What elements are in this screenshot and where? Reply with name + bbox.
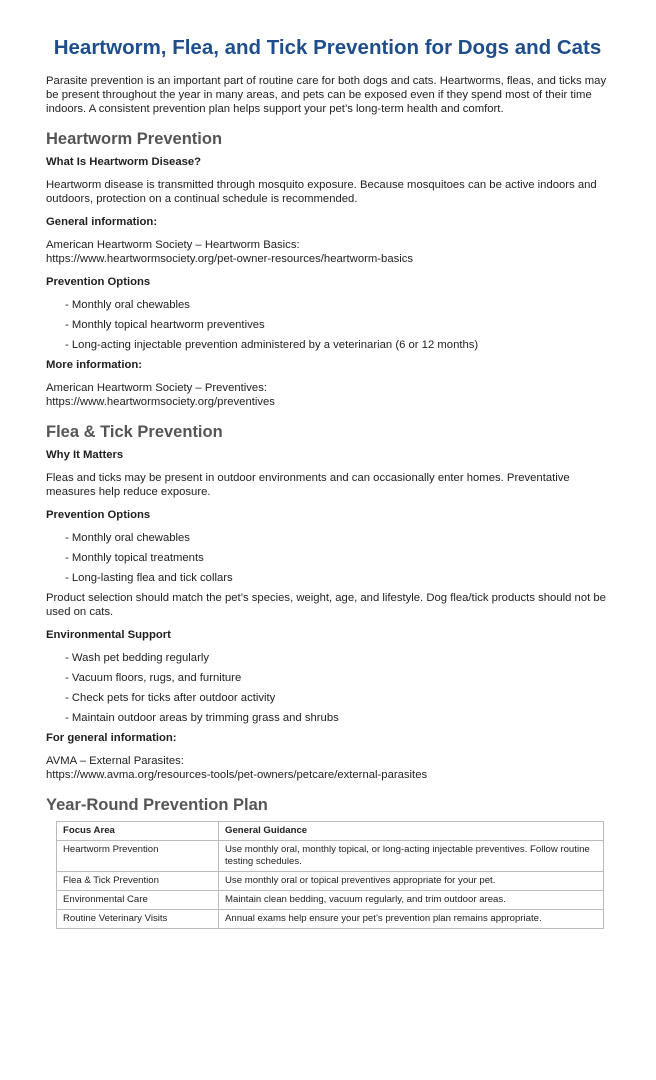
- heartworm-more-info-subheading: More information:: [46, 359, 143, 371]
- product-selection-note: Product selection should match the pet’s species, weight, age, and lifestyle. Dog flea/tick products should not be used on cats.: [46, 592, 606, 618]
- heartworm-section: [46, 129, 609, 409]
- table-cell-guidance: Maintain clean bedding, vacuum regularly, and trim outdoor areas.: [219, 891, 604, 910]
- heartworm-heading: Heartworm Prevention: [46, 130, 223, 148]
- table-row: [57, 872, 604, 891]
- list-item: - Check pets for ticks after outdoor activity: [65, 692, 276, 704]
- list-item: - Maintain outdoor areas by trimming grass and shrubs: [65, 712, 339, 724]
- table-row: [57, 910, 604, 929]
- intro-paragraph: Parasite prevention is an important part of routine care for both dogs and cats. Heartworms, fleas, and ticks may be present throughout the year in many areas, and pets can be exposed even if they spend most of their time indoors. A consistent prevention plan helps support your pet’s long-term health and comfort.: [46, 75, 607, 115]
- what-is-heartworm-subheading: What Is Heartworm Disease?: [46, 156, 202, 168]
- table-cell-focus-area: Environmental Care: [57, 891, 219, 910]
- prevention-plan-section: [46, 795, 609, 929]
- reference-url[interactable]: https://www.heartwormsociety.org/preventives: [46, 396, 275, 408]
- list-item: - Wash pet bedding regularly: [65, 652, 210, 664]
- flea-tick-description: Fleas and ticks may be present in outdoor environments and can occasionally enter homes. Preventative measures help reduce exposure.: [46, 472, 570, 498]
- list-item: - Vacuum floors, rugs, and furniture: [65, 672, 242, 684]
- reference-url[interactable]: https://www.heartwormsociety.org/pet-owner-resources/heartworm-basics: [46, 253, 414, 265]
- table-header-row: [57, 822, 604, 841]
- environmental-support-list: [46, 651, 609, 725]
- reference-url[interactable]: https://www.avma.org/resources-tools/pet-owners/petcare/external-parasites: [46, 769, 428, 781]
- list-item: - Monthly topical treatments: [65, 552, 204, 564]
- list-item: - Monthly oral chewables: [65, 532, 190, 544]
- heartworm-options-subheading: Prevention Options: [46, 276, 151, 288]
- table-row: [57, 841, 604, 872]
- table-cell-focus-area: Routine Veterinary Visits: [57, 910, 219, 929]
- heartworm-general-info-subheading: General information:: [46, 216, 158, 228]
- table-row: [57, 891, 604, 910]
- flea-tick-options-list: [46, 531, 609, 585]
- document-title: Heartworm, Flea, and Tick Prevention for Dogs and Cats: [53, 36, 602, 59]
- reference-source: AVMA – External Parasites:: [46, 755, 184, 767]
- flea-tick-section: [46, 422, 609, 782]
- list-item: - Monthly topical heartworm preventives: [65, 319, 265, 331]
- table-cell-guidance: Use monthly oral or topical preventives appropriate for your pet.: [219, 872, 604, 891]
- list-item: - Long-lasting flea and tick collars: [65, 572, 233, 584]
- reference-source: American Heartworm Society – Preventives:: [46, 382, 267, 394]
- why-it-matters-subheading: Why It Matters: [46, 449, 124, 461]
- flea-tick-heading: Flea & Tick Prevention: [46, 423, 223, 441]
- heartworm-description: Heartworm disease is transmitted through mosquito exposure. Because mosquitoes can be active indoors and outdoors, protection on a continual schedule is recommended.: [46, 179, 597, 205]
- column-header-general-guidance: General Guidance: [219, 822, 604, 841]
- flea-tick-options-subheading: Prevention Options: [46, 509, 151, 521]
- table-cell-focus-area: Heartworm Prevention: [57, 841, 219, 872]
- table-cell-guidance: Annual exams help ensure your pet’s prevention plan remains appropriate.: [219, 910, 604, 929]
- avma-external-parasites-reference: [46, 754, 609, 782]
- environmental-support-subheading: Environmental Support: [46, 629, 171, 641]
- reference-source: American Heartworm Society – Heartworm Basics:: [46, 239, 300, 251]
- heartworm-preventives-reference: [46, 381, 609, 409]
- column-header-focus-area: Focus Area: [57, 822, 219, 841]
- flea-tick-general-info-subheading: For general information:: [46, 732, 177, 744]
- prevention-plan-heading: Year-Round Prevention Plan: [46, 796, 268, 814]
- list-item: - Long-acting injectable prevention administered by a veterinarian (6 or 12 months): [65, 339, 479, 351]
- table-cell-focus-area: Flea & Tick Prevention: [57, 872, 219, 891]
- heartworm-basics-reference: [46, 238, 609, 266]
- table-cell-guidance: Use monthly oral, monthly topical, or long-acting injectable preventives. Follow routine testing schedules.: [219, 841, 604, 872]
- prevention-plan-table: [56, 821, 604, 929]
- list-item: - Monthly oral chewables: [65, 299, 190, 311]
- heartworm-options-list: [46, 298, 609, 352]
